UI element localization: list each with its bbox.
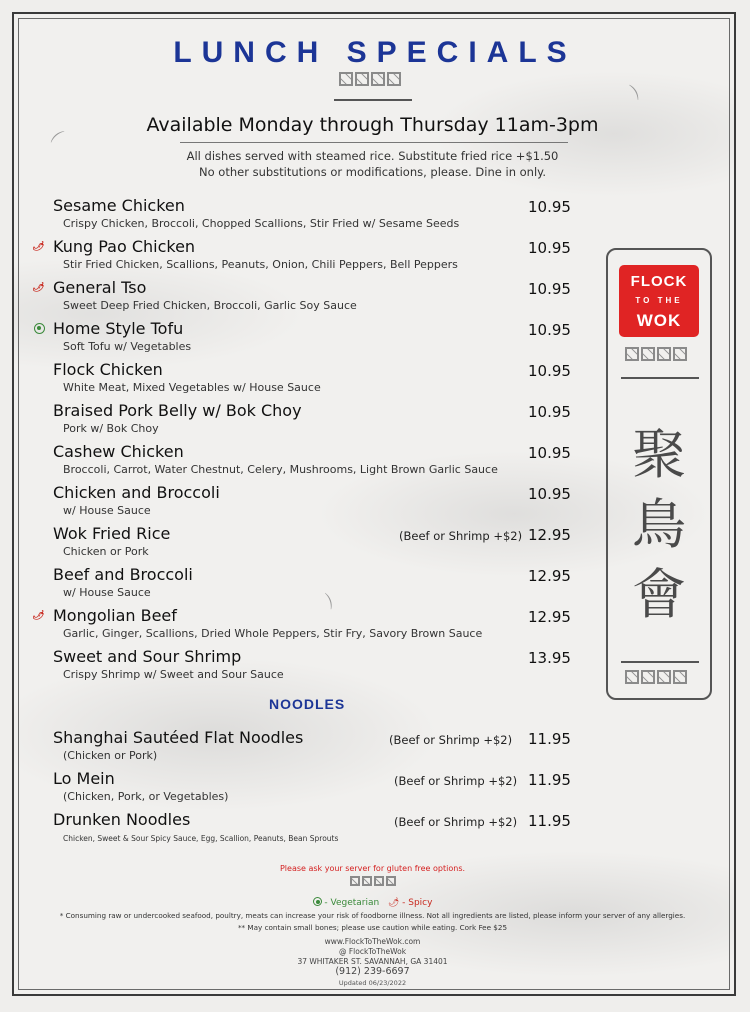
item-price: 10.95: [528, 485, 571, 503]
page-title: LUNCH SPECIALS: [173, 36, 577, 69]
item-price: 11.95: [528, 812, 571, 830]
item-name: Home Style Tofu: [53, 319, 184, 338]
menu-item: [0, 401, 600, 441]
item-price: 10.95: [528, 444, 571, 462]
item-name: Flock Chicken: [53, 360, 163, 379]
menu-item: [0, 278, 600, 318]
spicy-icon: 🌶: [387, 898, 400, 908]
item-description: Crispy Chicken, Broccoli, Chopped Scallions, Stir Fried w/ Sesame Seeds: [63, 217, 460, 230]
item-price: 10.95: [528, 239, 571, 257]
legend-vegetarian: - Vegetarian: [324, 898, 380, 908]
item-name: Drunken Noodles: [53, 810, 191, 829]
note-line: No other substitutions or modifications, please. Dine in only.: [199, 165, 546, 179]
menu-item: [0, 647, 600, 687]
item-description: White Meat, Mixed Vegetables w/ House Sauce: [63, 381, 321, 394]
item-description: w/ House Sauce: [63, 504, 151, 517]
lattice-ornament-top: [339, 72, 401, 86]
noodle-item: [0, 728, 600, 768]
item-description: Chicken or Pork: [63, 545, 149, 558]
item-price: 12.95: [528, 608, 571, 626]
item-description: Stir Fried Chicken, Scallions, Peanuts, Onion, Chili Peppers, Bell Peppers: [63, 258, 458, 271]
gluten-note: Please ask your server for gluten free options.: [279, 864, 466, 873]
menu-item: [0, 196, 600, 236]
vegetarian-icon: [313, 897, 322, 906]
legend-spicy: - Spicy: [402, 898, 433, 908]
side-divider: [621, 661, 699, 663]
item-upcharge: (Beef or Shrimp +$2): [399, 529, 523, 543]
item-upcharge: (Beef or Shrimp +$2): [394, 815, 518, 829]
address: 37 WHITAKER ST. SAVANNAH, GA 31401: [297, 957, 448, 966]
item-price: 13.95: [528, 649, 571, 667]
item-description: Chicken, Sweet & Sour Spicy Sauce, Egg, Scallion, Peanuts, Bean Sprouts: [63, 834, 339, 843]
item-description: Broccoli, Carrot, Water Chestnut, Celery, Mushrooms, Light Brown Garlic Sauce: [63, 463, 498, 476]
item-name: Mongolian Beef: [53, 606, 177, 625]
chinese-char: 鳥: [632, 493, 686, 556]
bird-icon: ⌒: [308, 591, 335, 616]
item-name: Kung Pao Chicken: [53, 237, 196, 256]
item-name: General Tso: [53, 278, 147, 297]
item-description: w/ House Sauce: [63, 586, 151, 599]
item-upcharge: (Beef or Shrimp +$2): [394, 774, 518, 788]
item-price: 10.95: [528, 403, 571, 421]
side-divider: [621, 377, 699, 379]
item-name: Sesame Chicken: [53, 196, 185, 215]
menu-item: [0, 565, 600, 605]
item-description: Sweet Deep Fried Chicken, Broccoli, Garlic Soy Sauce: [63, 299, 357, 312]
item-upcharge: (Beef or Shrimp +$2): [389, 733, 513, 747]
item-price: 12.95: [528, 526, 571, 544]
menu-item: [0, 606, 600, 646]
item-price: 10.95: [528, 321, 571, 339]
contact-info: [0, 937, 745, 967]
restaurant-logo: [619, 265, 699, 337]
item-price: 10.95: [528, 362, 571, 380]
menu-item: [0, 483, 600, 523]
menu-item: [0, 319, 600, 359]
service-notes: [0, 148, 745, 180]
phone-number[interactable]: (912) 239-6697: [335, 966, 410, 977]
chinese-char: 會: [632, 563, 686, 626]
spicy-icon: 🌶: [32, 611, 44, 621]
item-description: (Chicken or Pork): [63, 749, 158, 762]
item-price: 10.95: [528, 198, 571, 216]
item-price: 10.95: [528, 280, 571, 298]
vegetarian-icon: [34, 323, 45, 334]
lattice-ornament-side: [625, 670, 687, 684]
item-price: 11.95: [528, 771, 571, 789]
item-name: Braised Pork Belly w/ Bok Choy: [53, 401, 302, 420]
website-link[interactable]: www.FlockToTheWok.com: [324, 937, 421, 946]
spicy-icon: 🌶: [32, 283, 44, 293]
note-line: All dishes served with steamed rice. Substitute fried rice +$1.50: [186, 149, 559, 163]
disclaimer: * Consuming raw or undercooked seafood, poultry, meats can increase your risk of foodborne illness. Not all ingredients are listed, please inform your server of any allergies.: [59, 911, 686, 920]
chinese-name: [620, 420, 698, 630]
lattice-ornament-footer: [350, 876, 396, 886]
logo-line: TO THE: [635, 296, 683, 305]
item-name: Sweet and Sour Shrimp: [53, 647, 242, 666]
item-description: Soft Tofu w/ Vegetables: [63, 340, 192, 353]
item-name: Beef and Broccoli: [53, 565, 193, 584]
noodle-item: [0, 769, 600, 809]
logo-line: WOK: [636, 311, 682, 330]
noodles-heading: NOODLES: [269, 696, 346, 712]
item-name: Shanghai Sautéed Flat Noodles: [53, 728, 304, 747]
title-divider: [334, 99, 412, 101]
lattice-ornament-side: [625, 347, 687, 361]
menu-item: [0, 524, 600, 564]
item-description: Pork w/ Bok Choy: [63, 422, 159, 435]
logo-line: FLOCK: [630, 273, 688, 290]
item-price: 11.95: [528, 730, 571, 748]
item-name: Wok Fried Rice: [53, 524, 171, 543]
spicy-icon: 🌶: [32, 242, 44, 252]
item-price: 12.95: [528, 567, 571, 585]
menu-item: [0, 360, 600, 400]
updated-date: Updated 06/23/2022: [338, 979, 407, 987]
noodle-item: [0, 810, 600, 850]
menu-item: [0, 442, 600, 482]
chinese-char: 聚: [632, 423, 686, 486]
item-description: Crispy Shrimp w/ Sweet and Sour Sauce: [63, 668, 284, 681]
availability-divider: [180, 142, 568, 143]
bird-icon: ⌒: [48, 128, 76, 156]
item-description: (Chicken, Pork, or Vegetables): [63, 790, 229, 803]
disclaimer: ** May contain small bones; please use caution while eating. Cork Fee $25: [237, 923, 508, 932]
item-name: Cashew Chicken: [53, 442, 184, 461]
menu-item: [0, 237, 600, 277]
icon-legend: [0, 896, 745, 908]
instagram-handle[interactable]: @ FlockToTheWok: [338, 947, 407, 956]
item-name: Chicken and Broccoli: [53, 483, 220, 502]
availability-text: Available Monday through Thursday 11am-3pm: [146, 114, 599, 136]
item-description: Garlic, Ginger, Scallions, Dried Whole Peppers, Stir Fry, Savory Brown Sauce: [63, 627, 483, 640]
bird-icon: ⌒: [614, 82, 642, 109]
item-name: Lo Mein: [53, 769, 115, 788]
